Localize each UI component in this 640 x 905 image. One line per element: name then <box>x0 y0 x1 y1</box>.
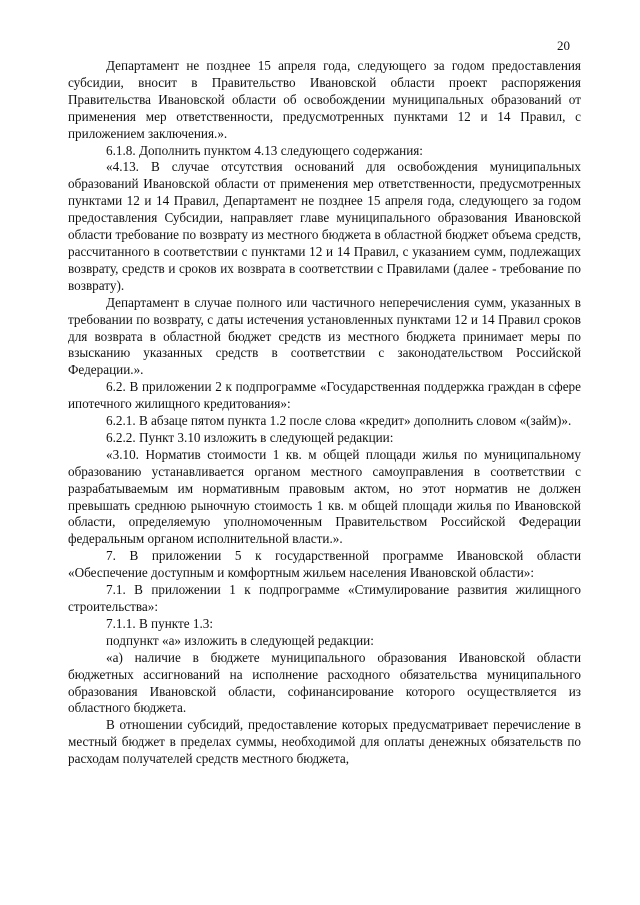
paragraph: подпункт «а» изложить в следующей редакции: <box>106 632 374 648</box>
paragraph: 7. В приложении 5 к государственной программе Ивановской области «Обеспечение доступным и комфортным жильем населения Ивановской области»: <box>68 548 581 581</box>
paragraph: «а) наличие в бюджете муниципального образования Ивановской области бюджетных ассигнований на исполнение расходного обязательства муниципального образования Ивановской области, софинансирование которого осуществляется из областного бюджета. <box>68 649 581 716</box>
paragraph: 6.1.8. Дополнить пунктом 4.13 следующего содержания: <box>106 142 423 158</box>
paragraph: 6.2. В приложении 2 к подпрограмме «Государственная поддержка граждан в сфере ипотечного жилищного кредитования»: <box>68 379 581 412</box>
page-number: 20 <box>557 38 570 53</box>
document-body <box>68 58 581 768</box>
paragraph: «4.13. В случае отсутствия оснований для освобождения муниципальных образований Ивановской области от применения мер ответственности, предусмотренных пунктами 12 и 14 Правил, Департамент не позднее 15 апреля года, следующего за годом предоставления Субсидии, направляет главе муниципального образования Ивановской области требование по возврату из местного бюджета в областной бюджет объема средств, рассчитанного в соответствии с пунктами 12 и 14 Правил, с указанием сумм, подлежащих возврату, средств и сроков их возврата в соответствии с Правилами (далее - требование по возврату). <box>68 159 581 293</box>
paragraph: Департамент не позднее 15 апреля года, следующего за годом предоставления субсидии, вносит в Правительство Ивановской области проект распоряжения Правительства Ивановской области об освобождении муниципальных образований от применения мер ответственности, предусмотренных пунктами 12 и 14 Правил, с приложением заключения.». <box>68 58 581 141</box>
paragraph: 7.1.1. В пункте 1.3: <box>106 615 214 631</box>
paragraph: 7.1. В приложении 1 к подпрограмме «Стимулирование развития жилищного строительства»: <box>68 582 581 614</box>
paragraph: «3.10. Норматив стоимости 1 кв. м общей площади жилья по муниципальному образованию устанавливается органом местного самоуправления в соответствии с разрабатываемым им нормативным правовым актом, но этот норматив не должен превышать среднюю рыночную стоимость 1 кв. м общей площади жилья по Ивановской области, определяемую уполномоченным Правительством Российской Федерации федеральным органом исполнительной власти.». <box>68 446 581 547</box>
paragraph: 6.2.1. В абзаце пятом пункта 1.2 после слова «кредит» дополнить словом «(займ)». <box>106 413 572 429</box>
paragraph: Департамент в случае полного или частичного неперечисления сумм, указанных в требовании по возврату, с даты истечения установленных пунктами 12 и 14 Правил сроков для возврата в областной бюджет средств из местного бюджета принимает меры по взысканию указанных средств в соответствии с законодательством Российской Федерации.». <box>68 294 581 378</box>
paragraph: 6.2.2. Пункт 3.10 изложить в следующей редакции: <box>106 429 394 445</box>
paragraph: В отношении субсидий, предоставление которых предусматривает перечисление в местный бюджет в пределах суммы, необходимой для оплаты денежных обязательств по расходам получателей средств местного бюджета, <box>68 717 581 767</box>
